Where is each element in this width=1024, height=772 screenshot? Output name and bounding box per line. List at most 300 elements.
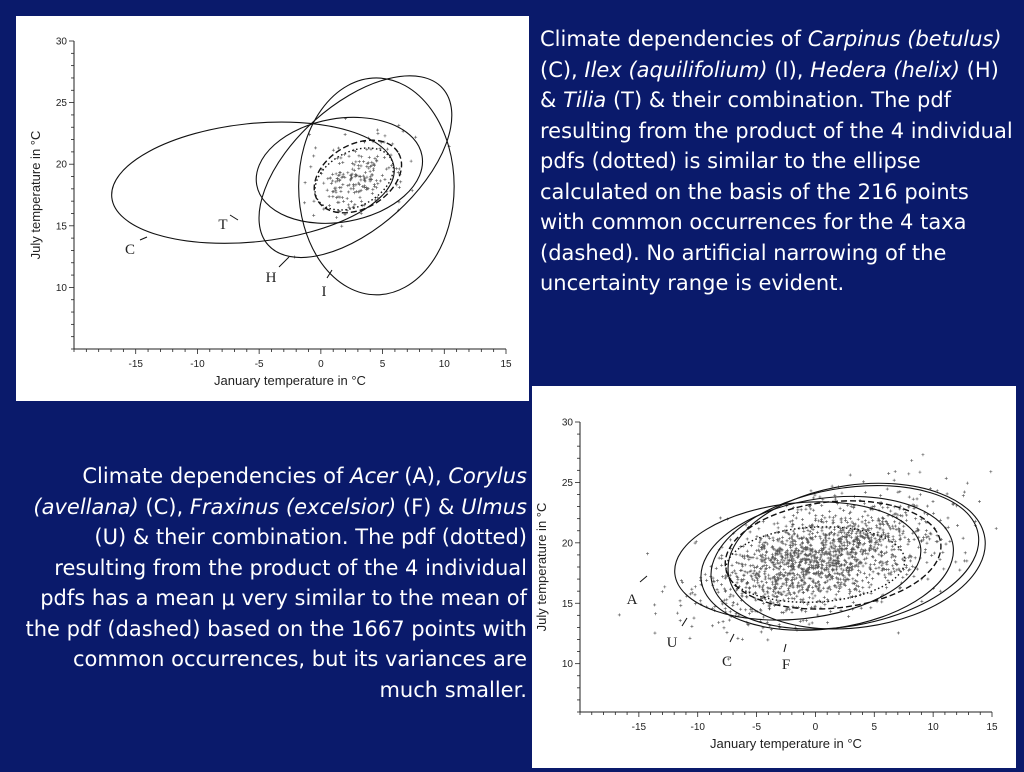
data-point: [870, 516, 873, 519]
data-point: [808, 533, 811, 536]
data-point: [365, 165, 368, 168]
data-point: [376, 155, 379, 158]
data-point: [353, 163, 356, 166]
data-point: [774, 554, 777, 557]
data-point: [823, 596, 826, 599]
data-point: [303, 201, 306, 204]
y-tick-label: 10: [561, 659, 573, 671]
data-point: [793, 592, 796, 595]
data-point: [831, 485, 834, 488]
data-point: [880, 551, 883, 554]
data-point: [771, 583, 774, 586]
data-point: [814, 514, 817, 517]
data-point: [809, 507, 812, 510]
data-point: [335, 191, 338, 194]
data-point: [861, 515, 864, 518]
data-point: [373, 157, 376, 160]
data-point: [764, 554, 767, 557]
data-point: [788, 537, 791, 540]
data-point: [733, 569, 736, 572]
data-point: [796, 511, 799, 514]
curve-label-a: A: [626, 592, 638, 608]
data-point: [331, 195, 334, 198]
data-point: [828, 548, 831, 551]
caption-bottom-text-2: (A),: [397, 464, 449, 488]
data-point: [853, 582, 856, 585]
data-point: [948, 540, 951, 543]
data-point: [892, 567, 895, 570]
data-point: [901, 558, 904, 561]
data-point: [840, 581, 843, 584]
data-point: [369, 170, 372, 173]
data-point: [358, 160, 361, 163]
data-point: [823, 603, 826, 606]
data-point: [894, 525, 897, 528]
data-point: [884, 520, 887, 523]
data-point: [864, 552, 867, 555]
data-point: [788, 572, 791, 575]
data-point: [332, 149, 335, 152]
data-point: [877, 519, 880, 522]
data-point: [808, 596, 811, 599]
data-point: [838, 545, 841, 548]
data-point: [386, 148, 389, 151]
data-point: [799, 620, 802, 623]
data-point: [872, 570, 875, 573]
data-point: [746, 537, 749, 540]
data-point: [797, 549, 800, 552]
data-point: [804, 610, 807, 613]
data-point: [835, 593, 838, 596]
data-point: [924, 533, 927, 536]
data-point: [867, 552, 870, 555]
data-point: [840, 518, 843, 521]
data-point: [839, 583, 842, 586]
data-point: [739, 608, 742, 611]
data-point: [688, 637, 691, 640]
data-point: [745, 586, 748, 589]
data-point: [818, 549, 821, 552]
data-point: [782, 568, 785, 571]
caption-bottom-text-5: (U) & their combination. The pdf (dotted) resulting from the product of the 4 individual pdfs has a mean μ very similar to the mean of the pdf (dashed) based on the 1667 points with common occurrences, but its variances are much smaller.: [25, 525, 527, 702]
caption-bottom-ulmus: Ulmus: [461, 494, 527, 519]
data-point: [740, 562, 743, 565]
curve-label-f: F: [781, 657, 791, 673]
data-point: [348, 155, 351, 158]
data-point: [760, 630, 763, 633]
data-point: [751, 578, 754, 581]
data-point: [808, 571, 811, 574]
data-point: [852, 601, 855, 604]
data-point: [782, 590, 785, 593]
data-point: [962, 537, 965, 540]
data-point: [724, 607, 727, 610]
data-point: [312, 154, 315, 157]
data-point: [903, 536, 906, 539]
data-point: [809, 489, 812, 492]
data-point: [858, 590, 861, 593]
data-point: [729, 610, 732, 613]
data-point: [912, 498, 915, 501]
data-point: [921, 453, 924, 456]
data-point: [887, 532, 890, 535]
data-point: [862, 565, 865, 568]
data-point: [956, 524, 959, 527]
data-point: [771, 553, 774, 556]
chart-panel-bottom: [532, 386, 1016, 768]
data-point: [739, 569, 742, 572]
data-point: [335, 172, 338, 175]
data-point: [744, 608, 747, 611]
data-point: [367, 161, 370, 164]
data-point: [861, 520, 864, 523]
data-point: [765, 581, 768, 584]
data-point: [735, 553, 738, 556]
data-point: [875, 524, 878, 527]
data-point: [847, 557, 850, 560]
data-point: [354, 160, 357, 163]
data-point: [899, 514, 902, 517]
x-tick-label: -10: [690, 722, 705, 733]
data-point: [347, 203, 350, 206]
data-point: [816, 614, 819, 617]
data-point: [868, 573, 871, 576]
data-point: [851, 577, 854, 580]
curve-label-c: C: [721, 654, 733, 670]
data-point: [799, 576, 802, 579]
data-point: [802, 619, 805, 622]
data-point: [838, 587, 841, 590]
ellipse-t: [106, 109, 401, 256]
caption-top: [540, 24, 1016, 299]
data-point: [784, 543, 787, 546]
data-point: [795, 517, 798, 520]
data-point: [945, 477, 948, 480]
data-point: [749, 564, 752, 567]
data-point: [780, 611, 783, 614]
data-point: [771, 581, 774, 584]
data-point: [777, 526, 780, 529]
data-point: [843, 544, 846, 547]
data-point: [857, 585, 860, 588]
data-point: [939, 558, 942, 561]
data-point: [817, 519, 820, 522]
data-point: [414, 136, 417, 139]
data-point: [844, 519, 847, 522]
x-tick-label: 5: [871, 722, 878, 733]
data-point: [877, 566, 880, 569]
data-point: [342, 200, 345, 203]
data-point: [326, 177, 329, 180]
data-point: [360, 155, 363, 158]
data-point: [824, 543, 827, 546]
data-point: [718, 557, 721, 560]
ellipse-h: [227, 42, 484, 290]
data-point: [618, 613, 621, 616]
data-point: [722, 626, 725, 629]
data-point: [756, 579, 759, 582]
data-point: [846, 521, 849, 524]
curve-leader-line: [640, 576, 647, 582]
data-point: [736, 637, 739, 640]
data-point: [749, 530, 752, 533]
data-point: [731, 571, 734, 574]
data-point: [865, 576, 868, 579]
x-axis-label: January temperature in °C: [710, 736, 862, 751]
data-point: [820, 529, 823, 532]
data-point: [766, 638, 769, 641]
data-point: [829, 578, 832, 581]
data-point: [820, 547, 823, 550]
data-point: [891, 564, 894, 567]
data-point: [861, 579, 864, 582]
data-point: [789, 544, 792, 547]
data-point: [880, 600, 883, 603]
data-point: [690, 588, 693, 591]
data-point: [963, 559, 966, 562]
data-point: [759, 567, 762, 570]
data-point: [748, 612, 751, 615]
data-point: [370, 173, 373, 176]
caption-bottom: [10, 461, 527, 705]
data-point: [357, 167, 360, 170]
y-tick-label: 30: [561, 417, 573, 429]
data-point: [869, 544, 872, 547]
data-point: [835, 566, 838, 569]
curve-label-u: U: [666, 635, 678, 651]
data-point: [376, 182, 379, 185]
data-point: [748, 586, 751, 589]
data-point: [942, 567, 945, 570]
data-point: [825, 520, 828, 523]
data-point: [832, 516, 835, 519]
data-point: [314, 146, 317, 149]
data-point: [312, 200, 315, 203]
data-point: [736, 603, 739, 606]
data-point: [820, 576, 823, 579]
data-point: [926, 578, 929, 581]
data-point: [796, 535, 799, 538]
data-point: [864, 491, 867, 494]
data-point: [801, 518, 804, 521]
data-point: [776, 538, 779, 541]
data-point: [836, 534, 839, 537]
data-point: [875, 539, 878, 542]
data-point: [350, 200, 353, 203]
data-point: [893, 570, 896, 573]
data-point: [871, 577, 874, 580]
data-point: [365, 148, 368, 151]
data-point: [372, 167, 375, 170]
curve-leader-line: [730, 634, 734, 642]
data-point: [925, 529, 928, 532]
data-point: [832, 519, 835, 522]
data-point: [778, 587, 781, 590]
data-point: [909, 559, 912, 562]
data-point: [694, 585, 697, 588]
data-point: [360, 200, 363, 203]
x-tick-label: -5: [752, 722, 762, 733]
data-point: [332, 190, 335, 193]
chart-bottom-svg: [532, 386, 1016, 768]
data-point: [780, 585, 783, 588]
data-point: [729, 538, 732, 541]
data-point: [798, 574, 801, 577]
data-point: [882, 531, 885, 534]
data-point: [808, 512, 811, 515]
data-point: [925, 561, 928, 564]
data-point: [902, 525, 905, 528]
data-point: [885, 545, 888, 548]
data-point: [802, 530, 805, 533]
data-point: [916, 568, 919, 571]
data-point: [876, 526, 879, 529]
caption-top-carpinus: Carpinus (betulus): [807, 27, 1002, 51]
data-point: [399, 180, 402, 183]
caption-top-hedera: Hedera (helix): [810, 57, 960, 82]
data-point: [326, 189, 329, 192]
data-point: [352, 183, 355, 186]
data-point: [812, 528, 815, 531]
data-point: [811, 621, 814, 624]
data-point: [369, 148, 372, 151]
data-point: [395, 167, 398, 170]
x-tick-label: 10: [438, 359, 450, 370]
data-point: [679, 599, 682, 602]
data-point: [347, 190, 350, 193]
data-point: [766, 621, 769, 624]
data-point: [932, 500, 935, 503]
data-point: [781, 536, 784, 539]
y-axis-label: July temperature in °C: [534, 502, 549, 632]
ellipse-c: [248, 105, 431, 236]
chart-top-svg: [16, 16, 529, 401]
data-point: [784, 571, 787, 574]
data-point: [802, 591, 805, 594]
data-point: [352, 187, 355, 190]
data-point: [879, 540, 882, 543]
data-point: [811, 586, 814, 589]
data-point: [905, 519, 908, 522]
data-point: [781, 561, 784, 564]
data-point: [828, 510, 831, 513]
data-point: [860, 607, 863, 610]
data-point: [779, 565, 782, 568]
data-point: [383, 156, 386, 159]
data-point: [907, 472, 910, 475]
data-point: [690, 625, 693, 628]
data-point: [901, 532, 904, 535]
caption-bottom-fraxinus: Fraxinus (excelsior): [189, 494, 397, 519]
data-point: [870, 527, 873, 530]
data-point: [359, 175, 362, 178]
data-point: [792, 530, 795, 533]
data-point: [766, 543, 769, 546]
data-point: [898, 534, 901, 537]
data-point: [734, 572, 737, 575]
data-point: [309, 165, 312, 168]
data-point: [857, 565, 860, 568]
data-point: [837, 531, 840, 534]
data-point: [390, 164, 393, 167]
data-point: [799, 598, 802, 601]
data-point: [867, 521, 870, 524]
data-point: [756, 557, 759, 560]
data-point: [791, 523, 794, 526]
data-point: [930, 554, 933, 557]
data-point: [729, 588, 732, 591]
data-point: [829, 610, 832, 613]
data-point: [821, 601, 824, 604]
data-point: [849, 517, 852, 520]
data-point: [759, 554, 762, 557]
curve-leader-line: [784, 644, 786, 652]
data-point: [764, 541, 767, 544]
data-point: [719, 516, 722, 519]
data-point: [732, 601, 735, 604]
data-point: [786, 539, 789, 542]
data-point: [339, 156, 342, 159]
data-point: [823, 516, 826, 519]
data-point: [745, 595, 748, 598]
data-point: [741, 638, 744, 641]
data-point: [785, 594, 788, 597]
data-point: [398, 186, 401, 189]
data-point: [346, 171, 349, 174]
data-point: [912, 575, 915, 578]
x-tick-label: 0: [318, 359, 324, 370]
data-point: [797, 549, 800, 552]
data-point: [911, 565, 914, 568]
data-point: [779, 577, 782, 580]
data-point: [893, 513, 896, 516]
data-point: [793, 597, 796, 600]
data-point: [995, 527, 998, 530]
caption-bottom-corylus: Corylus (avellana): [33, 464, 527, 519]
data-point: [720, 554, 723, 557]
data-point: [341, 196, 344, 199]
data-point: [357, 154, 360, 157]
data-point: [800, 508, 803, 511]
data-point: [764, 575, 767, 578]
data-point: [764, 578, 767, 581]
data-point: [359, 196, 362, 199]
data-point: [410, 160, 413, 163]
data-point: [876, 547, 879, 550]
data-point: [808, 623, 811, 626]
data-point: [863, 542, 866, 545]
data-point: [864, 519, 867, 522]
data-point: [744, 563, 747, 566]
data-point: [847, 578, 850, 581]
data-point: [863, 510, 866, 513]
data-point: [935, 540, 938, 543]
data-point: [646, 552, 649, 555]
data-point: [741, 595, 744, 598]
data-point: [716, 579, 719, 582]
data-point: [767, 595, 770, 598]
y-tick-label: 30: [55, 36, 67, 48]
data-point: [755, 549, 758, 552]
data-point: [907, 538, 910, 541]
data-point: [721, 575, 724, 578]
data-point: [887, 568, 890, 571]
data-point: [893, 479, 896, 482]
data-point: [893, 520, 896, 523]
data-point: [820, 553, 823, 556]
data-point: [908, 540, 911, 543]
data-point: [338, 186, 341, 189]
